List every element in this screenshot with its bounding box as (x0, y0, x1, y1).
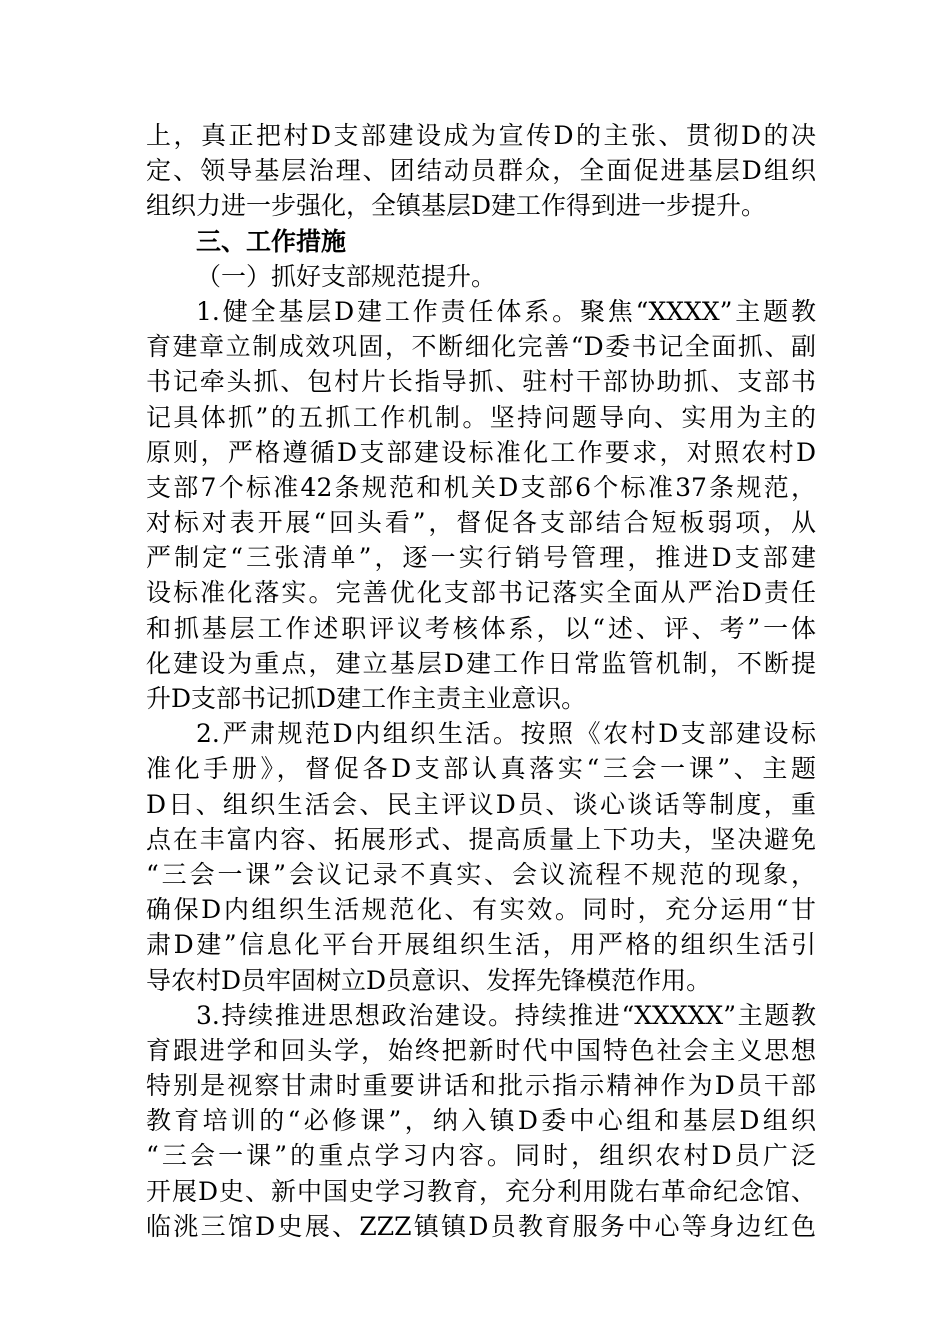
text-line: 导农村D员牢固树立D员意识、发挥先锋模范作用。 (146, 965, 712, 995)
section-heading: 三、工作措施 (196, 226, 347, 256)
text-line: 化建设为重点，建立基层D建工作日常监管机制，不断提 (146, 648, 816, 678)
text-line: 对标对表开展“回头看”，督促各支部结合短板弱项，从 (146, 508, 816, 538)
text-line: 临洮三馆D史展、ZZZ镇镇D员教育服务中心等身边红色 (146, 1211, 816, 1241)
text-line: “三会一课”的重点学习内容。同时，组织农村D员广泛 (146, 1141, 816, 1171)
text-line: 支部7个标准42条规范和机关D支部6个标准37条规范， (146, 472, 816, 502)
text-line: 特别是视察甘肃时重要讲话和批示指示精神作为D员干部 (146, 1071, 816, 1101)
text-line: 育跟进学和回头学，始终把新时代中国特色社会主义思想 (146, 1035, 816, 1065)
text-line: “三会一课”会议记录不真实、会议流程不规范的现象， (146, 859, 816, 889)
text-line: 和抓基层工作述职评议考核体系，以“述、评、考”一体 (146, 613, 816, 643)
text-line: 定、领导基层治理、团结动员群众，全面促进基层D组织 (146, 156, 816, 186)
text-line: 1.健全基层D建工作责任体系。聚焦“XXXX”主题教 (196, 296, 816, 326)
text-line: 教育培训的“必修课”，纳入镇D委中心组和基层D组织 (146, 1106, 816, 1136)
text-line: 上，真正把村D支部建设成为宣传D的主张、贯彻D的决 (146, 121, 816, 150)
text-line: 严制定“三张清单”，逐一实行销号管理，推进D支部建 (146, 543, 816, 573)
text-line: 3.持续推进思想政治建设。持续推进“XXXXX”主题教 (196, 1000, 816, 1030)
text-line: 记具体抓”的五抓工作机制。坚持问题导向、实用为主的 (146, 402, 816, 432)
text-line: 确保D内组织生活规范化、有实效。同时，充分运用“甘 (146, 895, 816, 925)
text-line: 书记牵头抓、包村片长指导抓、驻村干部协助抓、支部书 (146, 367, 816, 397)
text-line: 组织力进一步强化，全镇基层D建工作得到进一步提升。 (146, 191, 767, 221)
text-line: 升D支部书记抓D建工作主责主业意识。 (146, 684, 587, 713)
text-line: 设标准化落实。完善优化支部书记落实全面从严治D责任 (146, 578, 816, 608)
text-line: 原则，严格遵循D支部建设标准化工作要求，对照农村D (146, 437, 816, 467)
text-line: 肃D建”信息化平台开展组织生活，用严格的组织生活引 (146, 930, 816, 960)
document-body (146, 118, 816, 1244)
text-line: 2.严肃规范D内组织生活。按照《农村D支部建设标 (196, 719, 816, 749)
text-line: 开展D史、新中国史学习教育，充分利用陇右革命纪念馆、 (146, 1176, 816, 1206)
text-line: 准化手册》，督促各D支部认真落实“三会一课”、主题 (146, 754, 816, 784)
text-line: 育建章立制成效巩固，不断细化完善“D委书记全面抓、副 (146, 332, 816, 362)
subsection-heading: （一）抓好支部规范提升。 (196, 261, 497, 291)
text-line: D日、组织生活会、民主评议D员、谈心谈话等制度，重 (146, 789, 816, 819)
text-line: 点在丰富内容、拓展形式、提高质量上下功夫，坚决避免 (146, 824, 816, 854)
